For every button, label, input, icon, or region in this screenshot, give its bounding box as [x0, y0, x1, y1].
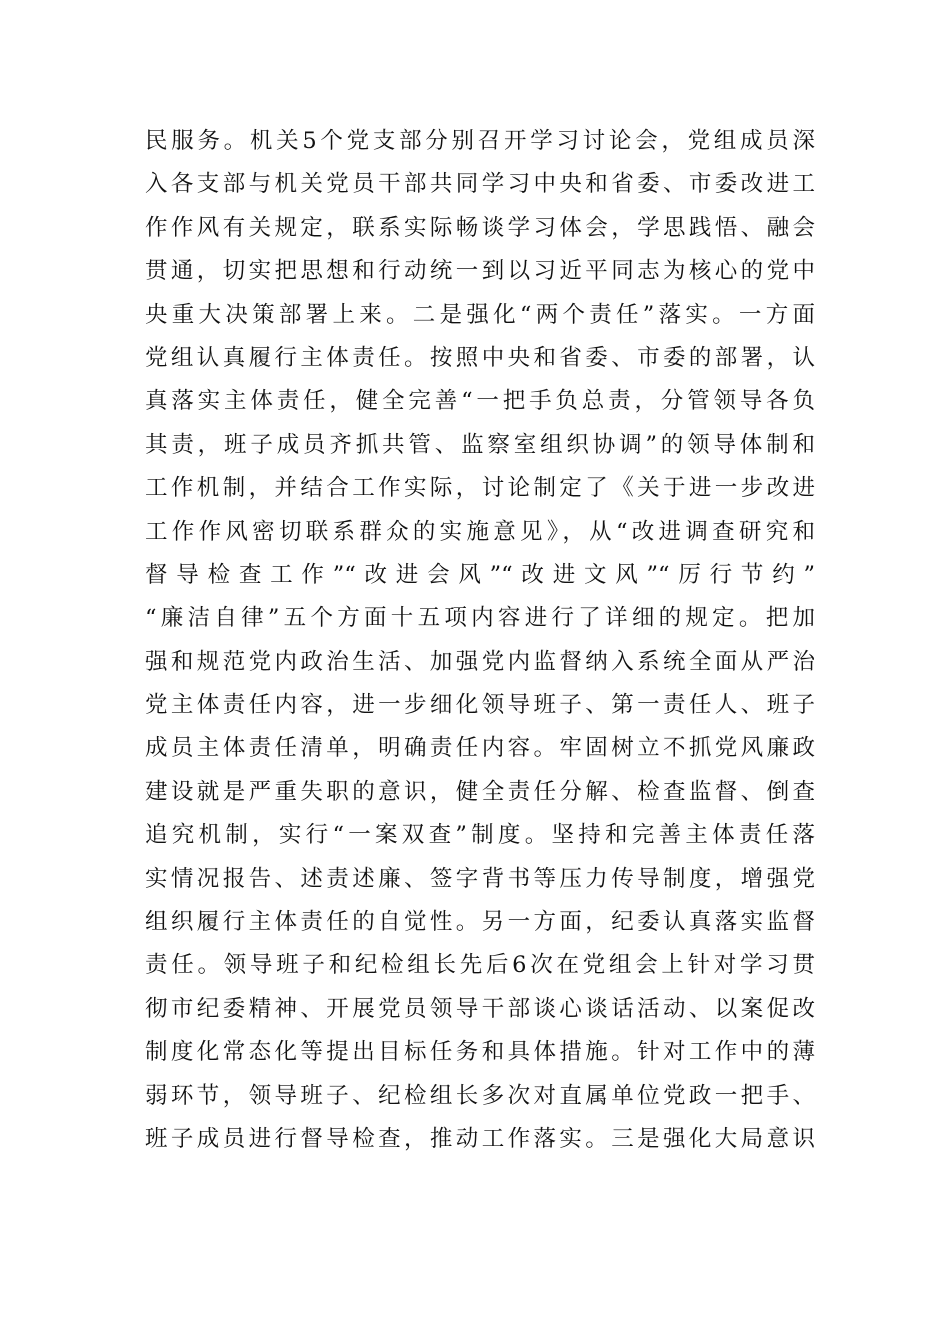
text-line: 党主体责任内容，进一步细化领导班子、第一责任人、班子: [145, 692, 815, 719]
text-line: 贯通，切实把思想和行动统一到以习近平同志为核心的党中: [145, 258, 815, 285]
text-line: 工作作风密切联系群众的实施意见》，从“改进调查研究和: [145, 518, 815, 545]
text-line: “廉洁自律”五个方面十五项内容进行了详细的规定。把加: [145, 605, 815, 632]
text-line: 作作风有关规定，联系实际畅谈学习体会，学思践悟、融会: [145, 214, 815, 241]
text-line: 央重大决策部署上来。二是强化“两个责任”落实。一方面: [145, 301, 815, 328]
text-line: 其责，班子成员齐抓共管、监察室组织协调”的领导体制和: [145, 431, 815, 458]
text-line: 彻市纪委精神、开展党员领导干部谈心谈话活动、以案促改: [145, 995, 815, 1022]
text-line: 建设就是严重失职的意识，健全责任分解、检查监督、倒查: [145, 778, 815, 805]
text-line: 追究机制，实行“一案双查”制度。坚持和完善主体责任落: [145, 822, 815, 849]
text-line: 成员主体责任清单，明确责任内容。牢固树立不抓党风廉政: [145, 735, 815, 762]
text-line: 党组认真履行主体责任。按照中央和省委、市委的部署，认: [145, 344, 815, 371]
text-line: 督导检查工作”“改进会风”“改进文风”“厉行节约”: [145, 561, 815, 588]
body-paragraph: [145, 120, 815, 1161]
text-line: 组织履行主体责任的自觉性。另一方面，纪委认真落实监督: [145, 909, 815, 936]
text-line: 责任。领导班子和纪检组长先后6次在党组会上针对学习贯: [145, 952, 815, 979]
text-line: 强和规范党内政治生活、加强党内监督纳入系统全面从严治: [145, 648, 815, 675]
text-line: 工作机制，并结合工作实际，讨论制定了《关于进一步改进: [145, 475, 815, 502]
text-line: 民服务。机关5个党支部分别召开学习讨论会，党组成员深: [145, 128, 815, 154]
text-line: 真落实主体责任，健全完善“一把手负总责，分管领导各负: [145, 388, 815, 415]
text-line: 入各支部与机关党员干部共同学习中央和省委、市委改进工: [145, 171, 815, 198]
text-line: 实情况报告、述责述廉、签字背书等压力传导制度，增强党: [145, 865, 815, 892]
text-line: 班子成员进行督导检查，推动工作落实。三是强化大局意识: [145, 1125, 815, 1152]
text-line: 制度化常态化等提出目标任务和具体措施。针对工作中的薄: [145, 1039, 815, 1066]
text-line: 弱环节，领导班子、纪检组长多次对直属单位党政一把手、: [145, 1082, 815, 1109]
